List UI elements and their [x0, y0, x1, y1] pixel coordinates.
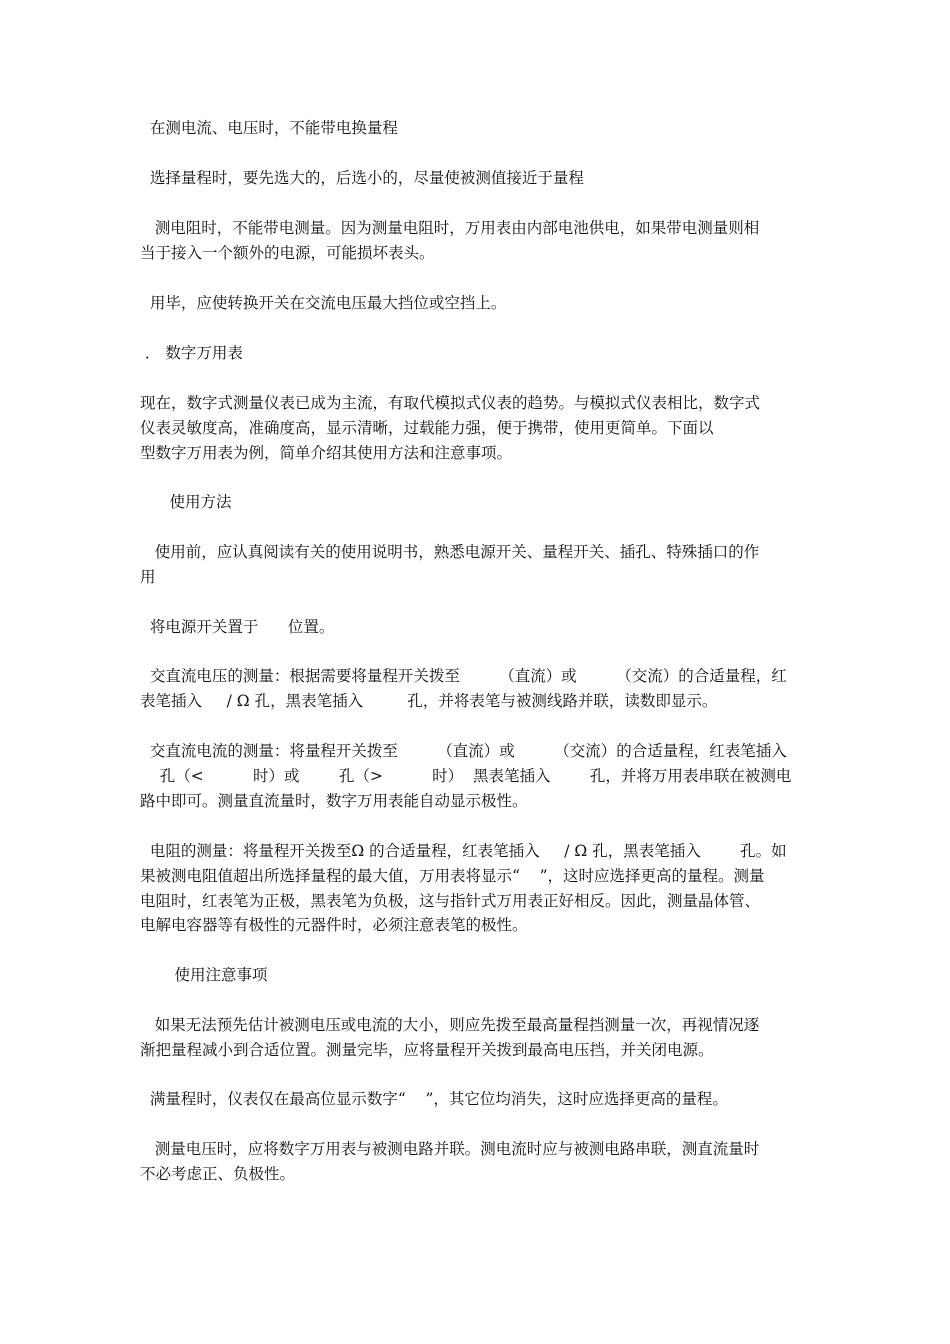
paragraph-line: 孔（< 时）或 孔（> 时） 黑表笔插入 孔，并将万用表串联在被测电	[140, 767, 792, 785]
paragraph-line: 果被测电阻值超出所选择量程的最大值，万用表将显示“ ”，这时应选择更高的量程。测量	[140, 867, 765, 885]
paragraph-line: 不必考虑正、负极性。	[140, 1165, 296, 1183]
paragraph-line: 仪表灵敏度高，准确度高，显示清晰，过载能力强，便于携带，使用更简单。下面以	[140, 419, 714, 437]
paragraph-line: 用	[140, 568, 156, 586]
paragraph-line: 交直流电流的测量：将量程开关拨至 （直流）或 （交流）的合适量程，红表笔插入	[140, 742, 787, 760]
paragraph-line: 现在，数字式测量仪表已成为主流，有取代模拟式仪表的趋势。与模拟式仪表相比，数字式	[140, 394, 761, 412]
paragraph-line: 电阻时，红表笔为正极，黑表笔为负极，这与指针式万用表正好相反。因此，测量晶体管、	[140, 892, 761, 910]
paragraph-line: 将电源开关置于 位置。	[140, 618, 335, 636]
paragraph-line: 使用前，应认真阅读有关的使用说明书，熟悉电源开关、量程开关、插孔、特殊插口的作	[140, 543, 760, 561]
section-heading: 使用方法	[140, 493, 232, 511]
paragraph-line: 测电阻时，不能带电测量。因为测量电阻时，万用表由内部电池供电，如果带电测量则相	[140, 219, 760, 237]
paragraph-line: 交直流电压的测量：根据需要将量程开关拨至 （直流）或 （交流）的合适量程，红	[140, 667, 787, 685]
paragraph-line: 测量电压时，应将数字万用表与被测电路并联。测电流时应与被测电路串联，测直流量时	[140, 1140, 760, 1158]
paragraph-line: 选择量程时，要先选大的，后选小的，尽量使被测值接近于量程	[140, 169, 584, 187]
paragraph-line: 电阻的测量：将量程开关拨至Ω 的合适量程，红表笔插入 / Ω 孔，黑表笔插入 孔。如	[140, 842, 787, 860]
paragraph-line: 如果无法预先估计被测电压或电流的大小，则应先拨至最高量程挡测量一次，再视情况逐	[140, 1016, 760, 1034]
paragraph-line: 路中即可。测量直流量时，数字万用表能自动显示极性。	[140, 792, 528, 810]
paragraph-line: 渐把量程减小到合适位置。测量完毕，应将量程开关拨到最高电压挡，并关闭电源。	[140, 1041, 714, 1059]
paragraph-line: 在测电流、电压时，不能带电换量程	[140, 119, 398, 137]
section-heading: ． 数字万用表	[140, 344, 243, 362]
paragraph-line: 当于接入一个额外的电源，可能损坏表头。	[140, 244, 435, 262]
paragraph-line: 电解电容器等有极性的元器件时，必须注意表笔的极性。	[140, 916, 528, 934]
section-heading: 使用注意事项	[140, 966, 268, 984]
paragraph-line: 表笔插入 / Ω 孔，黑表笔插入 孔，并将表笔与被测线路并联，读数即显示。	[140, 692, 718, 710]
paragraph-line: 用毕，应使转换开关在交流电压最大挡位或空挡上。	[140, 294, 507, 312]
paragraph-line: 满量程时，仪表仅在最高位显示数字“ ”，其它位均消失，这时应选择更高的量程。	[140, 1090, 728, 1108]
paragraph-line: 型数字万用表为例，简单介绍其使用方法和注意事项。	[140, 444, 513, 462]
